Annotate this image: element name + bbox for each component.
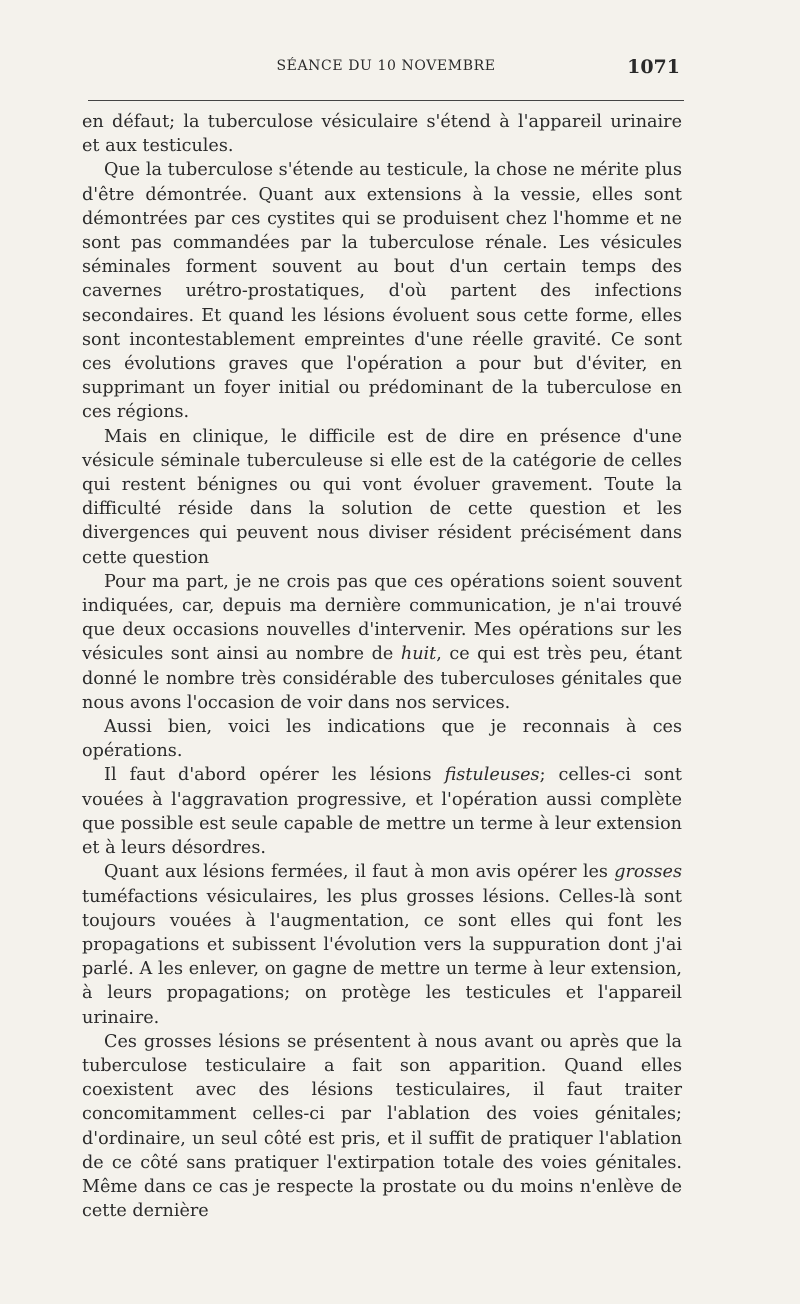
body-text <box>82 110 682 1223</box>
text-run: ; celles-ci sont vouées à l'aggravation progressive, et l'opération aussi complète que possible est seule capable de mettre un terme à leur extension et à leurs désordres. <box>82 765 682 859</box>
paragraph <box>82 860 682 1029</box>
paragraph: Mais en clinique, le difficile est de dire en présence d'une vésicule séminale tuberculeuse si elle est de la catégorie de celles qui restent bénignes ou qui vont évoluer gravement. Toute la difficulté réside dans la solution de cette question et les divergences qui peuvent nous diviser résident précisément dans cette question <box>82 426 682 568</box>
paragraph: Aussi bien, voici les indications que je reconnais à ces opérations. <box>82 717 682 762</box>
paragraph: en défaut; la tuberculose vésiculaire s'étend à l'appareil urinaire et aux testicules. <box>82 112 682 157</box>
text-run: Il faut d'abord opérer les lésions <box>104 765 445 786</box>
paragraph: Ces grosses lésions se présentent à nous avant ou après que la tuberculose testiculaire a fait son apparition. Quand elles coexistent avec des lésions testiculaires, il faut traiter concomitamment celles-ci par l'ablation des voies génitales; d'ordinaire, un seul côté est pris, et il suffit de pratiquer l'ablation de ce côté sans pratiquer l'extirpation totale des voies génitales. Même dans ce cas je respecte la prostate ou du moins n'enlève de cette dernière <box>82 1031 682 1222</box>
page-header <box>88 58 684 88</box>
text-run: , ce qui est très peu, étant donné le nombre très considérable des tuberculoses génitales que nous avons l'occasion de voir dans nos services. <box>82 644 682 713</box>
page-number: 1071 <box>627 56 680 78</box>
italic-term: fistuleuses <box>444 765 540 786</box>
paragraph <box>82 570 682 715</box>
text-run: Pour ma part, je ne crois pas que ces opérations soient souvent indiquées, car, depuis ma dernière communication, je n'ai trouvé que deux occasions nouvelles d'intervenir. Mes opérations sur les vésicules sont ainsi au nombre de <box>82 571 682 665</box>
paragraph: Que la tuberculose s'étende au testicule, la chose ne mérite plus d'être démontrée. Quant aux extensions à la vessie, elles sont démontrées par ces cystites qui se produisent chez l'homme et ne sont pas commandées par la tuberculose rénale. Les vésicules séminales forment souvent au bout d'un certain temps des cavernes urétro-prostatiques, d'où partent des infections secondaires. Et quand les lésions évoluent sous cette forme, elles sont incontestablement empreintes d'une réelle gravité. Ce sont ces évolutions graves que l'opération a pour but d'éviter, en supprimant un foyer initial ou prédominant de la tuberculose en ces régions. <box>82 160 682 423</box>
italic-term: grosses <box>614 862 682 883</box>
text-run: Quant aux lésions fermées, il faut à mon avis opérer les <box>104 862 615 883</box>
header-rule <box>88 100 684 101</box>
running-head: SÉANCE DU 10 NOVEMBRE <box>276 58 496 74</box>
text-run: tuméfactions vésiculaires, les plus grosses lésions. Celles-là sont toujours vouées à l'augmentation, ce sont elles qui font les propagations et subissent l'évolution vers la suppuration dont j'ai parlé. A les enlever, on gagne de mettre un terme à leur extension, à leurs propagations; on protège les testicules et l'appareil urinaire. <box>82 886 682 1028</box>
paragraph <box>82 763 682 860</box>
italic-term: huit <box>400 644 437 665</box>
